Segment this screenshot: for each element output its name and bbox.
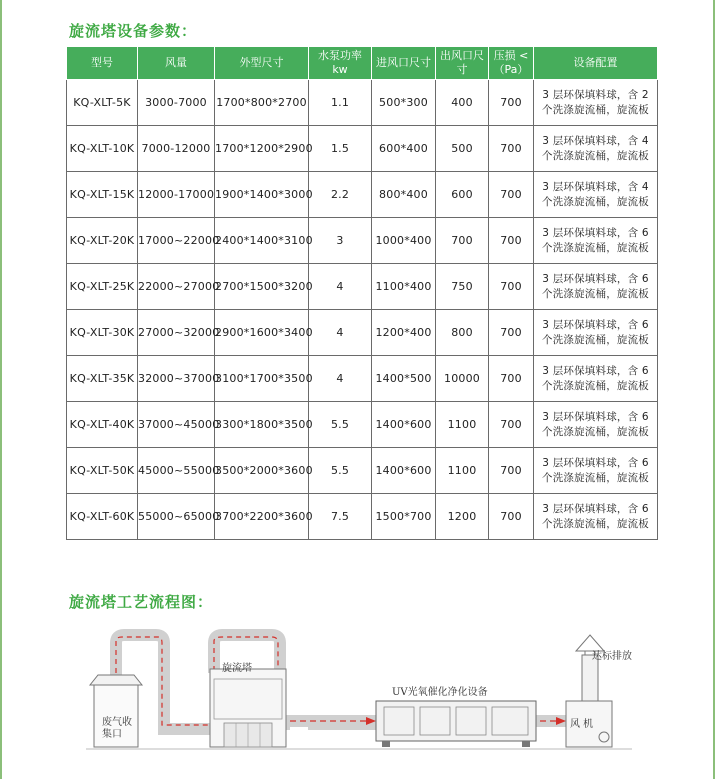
table-cell: KQ-XLT-30K [67, 310, 138, 356]
table-cell: 4 [309, 264, 372, 310]
table-cell: 3 层环保填料球，含 6 个洗涤旋流桶，旋流板 [534, 310, 658, 356]
table-cell: KQ-XLT-50K [67, 448, 138, 494]
table-cell: 1000*400 [372, 218, 436, 264]
table-cell: 1700*1200*2900 [215, 126, 309, 172]
table-cell: 1400*600 [372, 448, 436, 494]
table-cell: 500 [436, 126, 489, 172]
table-row [67, 264, 658, 310]
table-cell: 5.5 [309, 402, 372, 448]
table-cell: 1200*400 [372, 310, 436, 356]
table-cell: 1.5 [309, 126, 372, 172]
label-compliant-exhaust: 达标排放 [592, 651, 632, 662]
table-cell: 600 [436, 172, 489, 218]
table-cell: 4 [309, 310, 372, 356]
table-row [67, 218, 658, 264]
table-cell: 700 [489, 494, 534, 540]
table-cell: 700 [489, 264, 534, 310]
column-header: 压损 <（Pa） [489, 47, 534, 80]
label-tower: 旋流塔 [222, 663, 252, 674]
table-cell: 7.5 [309, 494, 372, 540]
table-cell: 17000~22000 [138, 218, 215, 264]
table-cell: 700 [436, 218, 489, 264]
spec-table-head [67, 47, 658, 80]
table-cell: KQ-XLT-40K [67, 402, 138, 448]
table-cell: 1100 [436, 402, 489, 448]
table-cell: KQ-XLT-25K [67, 264, 138, 310]
table-cell: 32000~37000 [138, 356, 215, 402]
table-cell: 45000~55000 [138, 448, 215, 494]
table-cell: 1700*800*2700 [215, 80, 309, 126]
table-row [67, 126, 658, 172]
table-cell: 3000-7000 [138, 80, 215, 126]
column-header: 出风口尺寸 [436, 47, 489, 80]
table-cell: 400 [436, 80, 489, 126]
spec-table [66, 46, 658, 540]
process-flow-diagram [76, 625, 636, 755]
table-cell: 500*300 [372, 80, 436, 126]
table-cell: 700 [489, 126, 534, 172]
table-cell: 3 层环保填料球，含 6 个洗涤旋流桶，旋流板 [534, 356, 658, 402]
table-row [67, 310, 658, 356]
table-cell: 800*400 [372, 172, 436, 218]
column-header: 风量 [138, 47, 215, 80]
table-cell: 700 [489, 218, 534, 264]
section-heading-parameters: 旋流塔设备参数： [69, 22, 198, 40]
label-fan: 风 机 [570, 719, 594, 730]
table-cell: 1100 [436, 448, 489, 494]
table-row [67, 402, 658, 448]
table-cell: 22000~27000 [138, 264, 215, 310]
table-cell: 3 层环保填料球，含 4 个洗涤旋流桶，旋流板 [534, 126, 658, 172]
table-cell: 4 [309, 356, 372, 402]
column-header: 外型尺寸 [215, 47, 309, 80]
table-cell: 3 层环保填料球，含 4 个洗涤旋流桶，旋流板 [534, 172, 658, 218]
table-cell: 3 层环保填料球，含 2 个洗涤旋流桶，旋流板 [534, 80, 658, 126]
column-header: 水泵功率 kw [309, 47, 372, 80]
spec-table-body [67, 80, 658, 540]
table-cell: 10000 [436, 356, 489, 402]
table-cell: 1900*1400*3000 [215, 172, 309, 218]
column-header: 设备配置 [534, 47, 658, 80]
table-row [67, 172, 658, 218]
table-cell: 1200 [436, 494, 489, 540]
table-cell: KQ-XLT-10K [67, 126, 138, 172]
table-cell: 700 [489, 172, 534, 218]
table-cell: 3300*1800*3500 [215, 402, 309, 448]
hood-cap-icon [90, 675, 142, 685]
header-row [67, 47, 658, 80]
table-cell: 12000-17000 [138, 172, 215, 218]
page-border-left [0, 0, 2, 779]
table-cell: 37000~45000 [138, 402, 215, 448]
table-cell: 55000~65000 [138, 494, 215, 540]
table-cell: 2.2 [309, 172, 372, 218]
table-cell: 700 [489, 80, 534, 126]
table-cell: 1500*700 [372, 494, 436, 540]
table-cell: 1100*400 [372, 264, 436, 310]
table-cell: 800 [436, 310, 489, 356]
table-cell: 3 [309, 218, 372, 264]
table-cell: KQ-XLT-5K [67, 80, 138, 126]
table-cell: 2700*1500*3200 [215, 264, 309, 310]
table-cell: 5.5 [309, 448, 372, 494]
label-uv-unit: UV光氧催化净化设备 [392, 687, 488, 698]
table-cell: 700 [489, 402, 534, 448]
process-flow-svg [76, 625, 636, 755]
table-cell: KQ-XLT-60K [67, 494, 138, 540]
table-row [67, 80, 658, 126]
table-cell: 3 层环保填料球，含 6 个洗涤旋流桶，旋流板 [534, 448, 658, 494]
table-cell: 2900*1600*3400 [215, 310, 309, 356]
table-cell: 1400*500 [372, 356, 436, 402]
table-cell: 3700*2200*3600 [215, 494, 309, 540]
table-cell: 27000~32000 [138, 310, 215, 356]
table-cell: 3 层环保填料球，含 6 个洗涤旋流桶，旋流板 [534, 402, 658, 448]
table-cell: 2400*1400*3100 [215, 218, 309, 264]
column-header: 型号 [67, 47, 138, 80]
table-cell: 700 [489, 310, 534, 356]
table-row [67, 448, 658, 494]
table-cell: 1.1 [309, 80, 372, 126]
table-cell: 3 层环保填料球，含 6 个洗涤旋流桶，旋流板 [534, 218, 658, 264]
column-header: 进风口尺寸 [372, 47, 436, 80]
table-cell: KQ-XLT-35K [67, 356, 138, 402]
section-heading-process-flow: 旋流塔工艺流程图： [69, 593, 214, 611]
table-row [67, 356, 658, 402]
table-cell: 1400*600 [372, 402, 436, 448]
table-cell: 700 [489, 356, 534, 402]
table-cell: 7000-12000 [138, 126, 215, 172]
table-cell: KQ-XLT-15K [67, 172, 138, 218]
table-cell: 700 [489, 448, 534, 494]
table-cell: 3500*2000*3600 [215, 448, 309, 494]
table-cell: 600*400 [372, 126, 436, 172]
table-cell: 3 层环保填料球，含 6 个洗涤旋流桶，旋流板 [534, 494, 658, 540]
table-row [67, 494, 658, 540]
table-cell: 750 [436, 264, 489, 310]
table-cell: 3 层环保填料球，含 6 个洗涤旋流桶，旋流板 [534, 264, 658, 310]
table-cell: 3100*1700*3500 [215, 356, 309, 402]
table-cell: KQ-XLT-20K [67, 218, 138, 264]
label-exhaust-collector: 废气收集口 [102, 717, 132, 740]
